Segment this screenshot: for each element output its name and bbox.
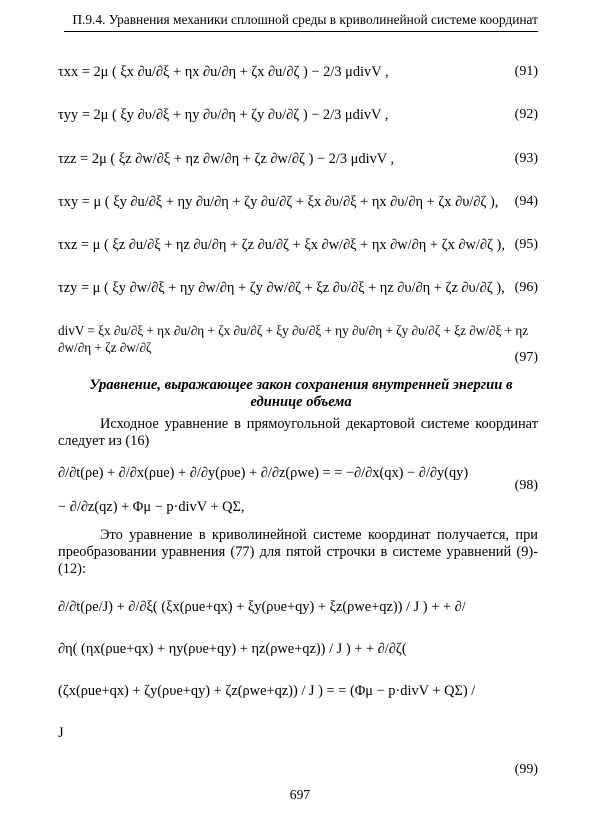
- equation-93-label: (93): [514, 151, 538, 166]
- equation-97-label: (97): [514, 350, 538, 365]
- equation-98-label: (98): [514, 478, 538, 493]
- page-number: 697: [289, 787, 311, 802]
- equation-94-body: τxy = μ ( ξy ∂u/∂ξ + ηy ∂u/∂η + ζy ∂u/∂ζ + ξx ∂υ/∂ξ + ηx ∂υ/∂η + ζx ∂υ/∂ζ ),: [58, 194, 499, 210]
- equation-92-label: (92): [514, 107, 538, 122]
- header-rule: [64, 31, 538, 32]
- equation-98-body: ∂/∂t(ρe) + ∂/∂x(ρue) + ∂/∂y(ρυe) + ∂/∂z(ρwe) = = −∂/∂x(qx) − ∂/∂y(qy) − ∂/∂z(qz) + Φμ − p·divV + QΣ,: [58, 465, 469, 515]
- paragraph-1-text: Исходное уравнение в прямоугольной декартовой системе координат следует из (16): [58, 416, 538, 449]
- equation-95-label: (95): [514, 237, 538, 252]
- equation-99-body: ∂/∂t(ρe/J) + ∂/∂ξ( (ξx(ρue+qx) + ξy(ρυe+qy) + ξz(ρwe+qz)) / J ) + + ∂/∂η( (ηx(ρue+qx) + ηy(ρυe+qy) + ηz(ρwe+qz)) / J ) + + ∂/∂ζ( (ζx(ρue+qx) + ζy(ρυe+qy) + ζz(ρwe+qz)) / J ) = = (Φμ − p·divV + QΣ) / J: [58, 599, 476, 741]
- running-head: П.9.4. Уравнения механики сплошной среды в криволинейной системе координат: [72, 12, 538, 27]
- equation-91-label: (91): [514, 64, 538, 79]
- equation-91: [58, 64, 538, 88]
- equation-94: [58, 194, 538, 218]
- equation-93-body: τzz = 2μ ( ξz ∂w/∂ξ + ηz ∂w/∂η + ζz ∂w/∂ζ ) − 2/3 μdivV ,: [58, 151, 395, 167]
- equation-99-label: (99): [514, 762, 538, 777]
- equation-97-body: divV = ξx ∂u/∂ξ + ηx ∂u/∂η + ζx ∂u/∂ζ + ξy ∂υ/∂ξ + ηy ∂υ/∂η + ζy ∂υ/∂ζ + ξz ∂w/∂ξ + ηz ∂w/∂η + ζz ∂w/∂ζ: [58, 323, 529, 355]
- paragraph-curvilinear: [58, 527, 538, 578]
- equation-95-body: τxz = μ ( ξz ∂u/∂ξ + ηz ∂u/∂η + ζz ∂u/∂ζ + ξx ∂w/∂ξ + ηx ∂w/∂η + ζx ∂w/∂ζ ),: [58, 237, 505, 253]
- equation-96-label: (96): [514, 280, 538, 295]
- equation-94-label: (94): [514, 194, 538, 209]
- paragraph-2-text: Это уравнение в криволинейной системе координат получается, при преобразовании уравнения (77) для пятой строчки в системе уравнений (9)-(12):: [58, 527, 538, 577]
- paragraph-source-equation: [58, 416, 538, 450]
- section-title: Уравнение, выражающее закон сохранения внутренней энергии в единице объема: [89, 377, 513, 410]
- equation-91-body: τxx = 2μ ( ξx ∂u/∂ξ + ηx ∂u/∂η + ζx ∂u/∂ζ ) − 2/3 μdivV ,: [58, 64, 389, 80]
- equation-92: [58, 107, 538, 131]
- equation-95: [58, 237, 538, 261]
- equation-93: [58, 151, 538, 175]
- equation-96-body: τzy = μ ( ξy ∂w/∂ξ + ηy ∂w/∂η + ζy ∂w/∂ζ + ξz ∂υ/∂ξ + ηz ∂υ/∂η + ζz ∂υ/∂ζ ),: [58, 280, 505, 296]
- equation-96: [58, 280, 538, 304]
- equation-92-body: τyy = 2μ ( ξy ∂υ/∂ξ + ηy ∂υ/∂η + ζy ∂υ/∂ζ ) − 2/3 μdivV ,: [58, 107, 389, 123]
